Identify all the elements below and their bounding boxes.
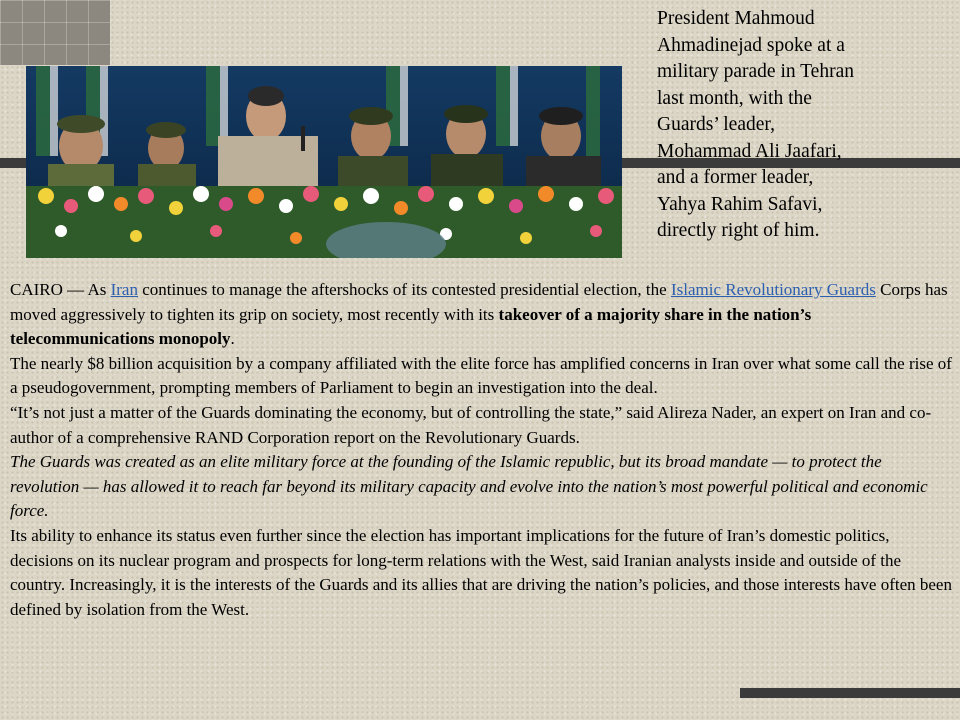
paragraph-text: Corps has moved aggressively to tighten its grip on society, most recently with its — [10, 280, 948, 324]
article-body — [10, 278, 952, 622]
caption-line: directly right of him. — [657, 220, 820, 241]
caption-line: President Mahmoud — [657, 8, 815, 29]
photo-caption — [657, 6, 947, 245]
caption-line: last month, with the — [657, 87, 812, 109]
caption-line: and a former leader, — [657, 167, 814, 188]
caption-line: Guards’ leader, — [657, 114, 775, 135]
bold-highlight: takeover of a majority share in the nation’s telecommunications monopoly — [10, 304, 812, 349]
paragraph-text: . — [230, 329, 235, 349]
article-paragraph-3: “It’s not just a matter of the Guards dominating the economy, but of controlling the state,” said Alireza Nader, an expert on Iran and co-author of a comprehensive RAND Corporation report on the Revolutionary Guards. — [10, 402, 932, 447]
caption-line: military parade in Tehran — [657, 61, 854, 82]
dateline-text: CAIRO — As — [10, 280, 111, 299]
article-paragraph-4: The Guards was created as an elite military force at the founding of the Islamic republic, but its broad mandate — to protect the revolution — has allowed it to reach far beyond its military capacity and evolve into the nation’s most powerful political and economic force. — [10, 452, 928, 521]
article-paragraph-2: The nearly $8 billion acquisition by a company affiliated with the elite force has amplified concerns in Iran over what some call the rise of a pseudogovernment, prompting members of Parliament to begin an investigation into the deal. — [10, 353, 952, 398]
article-paragraph-1 — [10, 278, 952, 352]
revolutionary-guards-link[interactable]: Islamic Revolutionary Guards — [670, 280, 876, 299]
iran-link[interactable]: Iran — [110, 280, 138, 299]
caption-line: Mohammad Ali Jaafari, — [657, 140, 842, 162]
article-paragraph-5: Its ability to enhance its status even further since the election has important implications for the future of Iran’s domestic politics, decisions on its nuclear program and prospects for long-term relations with the West, said Iranian analysts inside and outside of the country. Increasingly, it is the interests of the Guards and its allies that are driving the nation’s policies, and those interests have often been defined by isolation from the West. — [10, 525, 952, 619]
paragraph-text: continues to manage the aftershocks of its contested presidential election, the — [137, 280, 671, 299]
caption-line: Yahya Rahim Safavi, — [657, 193, 823, 215]
parade-photo — [26, 66, 622, 258]
caption-line: Ahmadinejad spoke at a — [657, 34, 845, 56]
corner-decoration — [0, 0, 110, 65]
divider-bar-bottom — [740, 688, 960, 698]
